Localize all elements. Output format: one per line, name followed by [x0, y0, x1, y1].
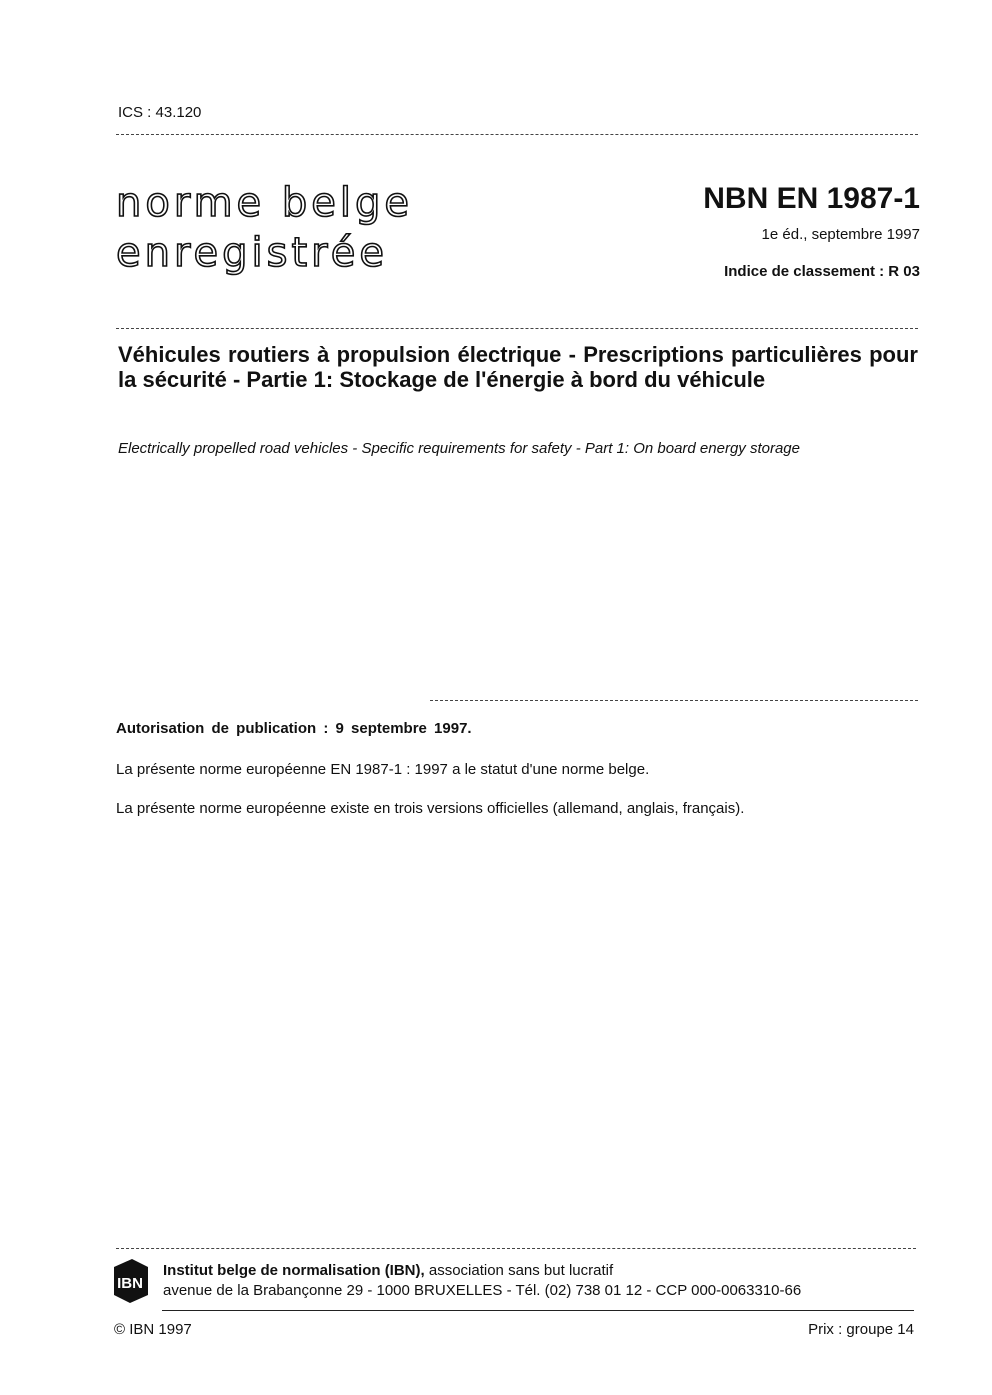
header-rule [116, 134, 918, 135]
institute-address: avenue de la Brabançonne 29 - 1000 BRUXELLES - Tél. (02) 738 01 12 - CCP 000-0063310-66 [163, 1282, 802, 1299]
logo-text: IBN [117, 1275, 143, 1292]
institute-block [163, 1261, 801, 1301]
title-rule [116, 328, 918, 329]
brand-title [116, 178, 413, 278]
versions-paragraph: La présente norme européenne existe en trois versions officielles (allemand, anglais, français). [116, 800, 745, 817]
price-group: Prix : groupe 14 [808, 1321, 914, 1338]
copyright: © IBN 1997 [114, 1321, 192, 1338]
institute-description: association sans but lucratif [424, 1262, 614, 1279]
footer-rule-top [116, 1248, 916, 1249]
standard-code: NBN EN 1987-1 [703, 182, 920, 215]
institute-line [163, 1261, 801, 1281]
title-french: Véhicules routiers à propulsion électrique - Prescriptions particulières pour la sécurité - Partie 1: Stockage de l'énergie à bord du véhicule [118, 342, 918, 392]
institute-name: Institut belge de normalisation (IBN), [163, 1262, 425, 1279]
publication-authorization: Autorisation de publication : 9 septembre 1997. [116, 720, 472, 737]
edition-date: 1e éd., septembre 1997 [761, 226, 920, 243]
ibn-logo-icon [110, 1257, 150, 1305]
ics-code: ICS : 43.120 [118, 104, 202, 121]
footer-rule-bottom [162, 1310, 914, 1311]
classification-index: Indice de classement : R 03 [724, 263, 920, 280]
title-english: Electrically propelled road vehicles - Specific requirements for safety - Part 1: On board energy storage [118, 440, 800, 457]
body-rule [430, 700, 918, 701]
brand-line-1: norme belge [116, 180, 413, 226]
brand-line-2: enregistrée [116, 230, 388, 276]
status-paragraph: La présente norme européenne EN 1987-1 : 1997 a le statut d'une norme belge. [116, 761, 650, 778]
